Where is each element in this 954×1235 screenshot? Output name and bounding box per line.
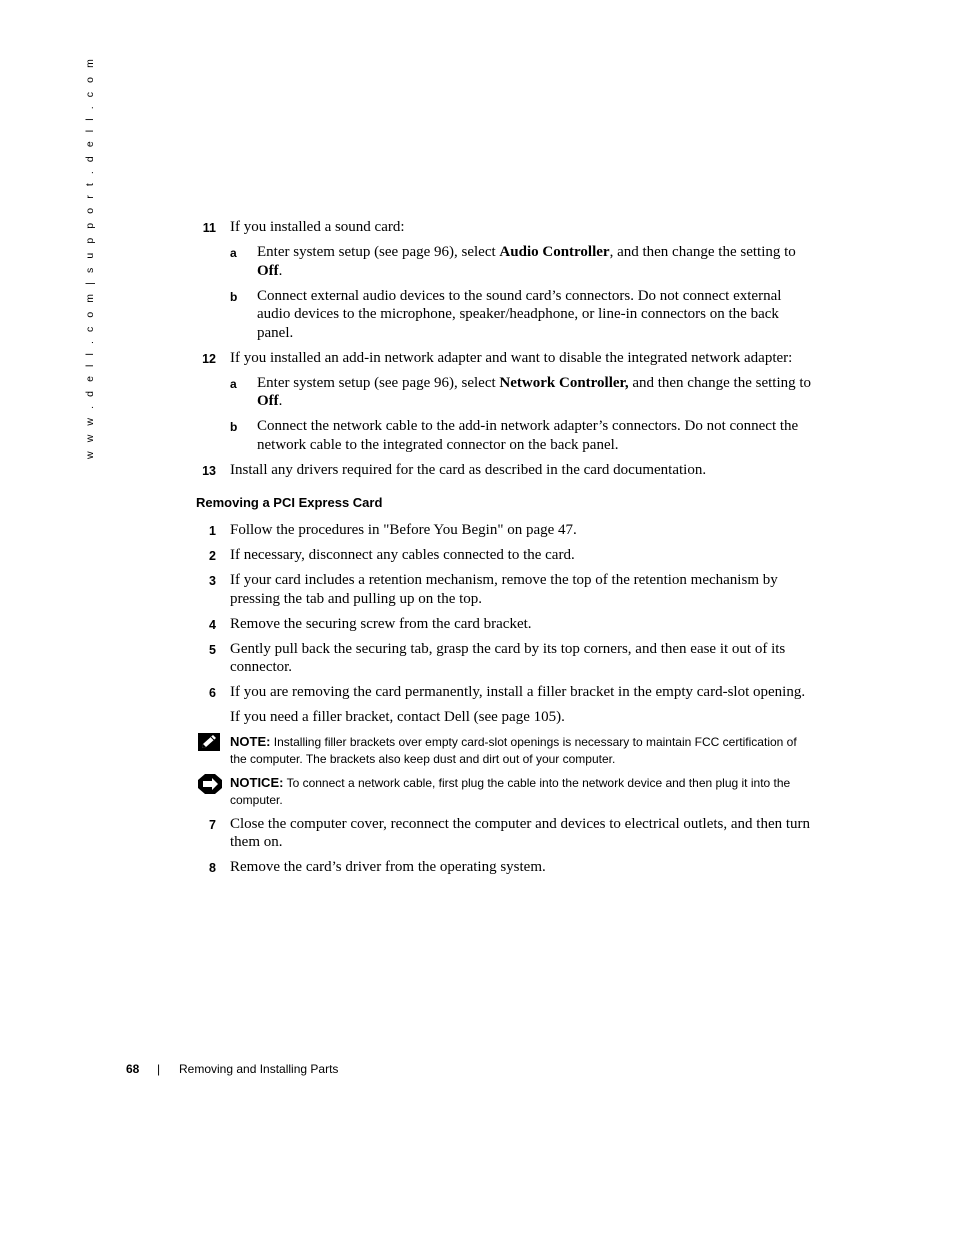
step-text: If necessary, disconnect any cables connected to the card. — [230, 547, 575, 564]
substep-text: and then change the setting to — [628, 374, 812, 391]
step-number: 12 — [202, 351, 216, 366]
substep-text: , and then change the setting to — [609, 243, 796, 260]
page-content — [196, 218, 816, 883]
notice-label: NOTICE: — [230, 774, 284, 790]
substep-text: . — [278, 262, 283, 279]
chapter-title: Removing and Installing Parts — [179, 1062, 339, 1076]
substep-text: Connect external audio devices to the sound card’s connectors. Do not connect external audio devices to the microphone, speaker/headphone, or line-in connectors on the back panel. — [257, 287, 782, 341]
step-5 — [196, 640, 816, 677]
step-6 — [196, 683, 816, 702]
note-text: Installing filler brackets over empty card-slot openings is necessary to maintain FCC certification of the computer. The brackets also keep dust and dirt out of your computer. — [230, 734, 797, 766]
step-8 — [196, 858, 816, 877]
step-1 — [196, 521, 816, 540]
step-text: Gently pull back the securing tab, grasp the card by its top corners, and then ease it out of its connector. — [230, 640, 786, 676]
notice-box — [196, 774, 816, 809]
step-11 — [196, 218, 816, 237]
sidebar-url-text: w w w . d e l l . c o m | s u p p o r t . d e l l . c o m — [84, 56, 96, 459]
step-2 — [196, 546, 816, 565]
substep-text: . — [278, 393, 283, 410]
substep-12b — [196, 417, 816, 454]
setting-value: Off — [257, 393, 279, 410]
step-4 — [196, 615, 816, 634]
notice-text: To connect a network cable, first plug the cable into the network device and then plug it into the computer. — [230, 775, 791, 807]
step-number: 2 — [209, 549, 216, 564]
step-number: 7 — [209, 817, 216, 832]
step-number: 4 — [209, 617, 216, 632]
substep-11a — [196, 243, 816, 280]
setting-value: Off — [257, 262, 279, 279]
step-text: If your card includes a retention mechanism, remove the top of the retention mechanism by pressing the tab and pulling up on the top. — [230, 572, 778, 607]
step-12 — [196, 349, 816, 368]
section-heading: Removing a PCI Express Card — [196, 495, 383, 511]
step-13 — [196, 461, 816, 480]
step-7 — [196, 815, 816, 852]
pencil-note-icon — [198, 733, 220, 756]
note-box — [196, 733, 816, 768]
notice-stop-icon — [198, 774, 222, 799]
substep-letter: a — [230, 245, 237, 260]
substep-text: Enter system setup (see page 96), select — [257, 243, 500, 260]
step-number: 5 — [209, 642, 216, 657]
footer-separator: | — [157, 1062, 161, 1076]
step-text: If you installed an add-in network adapter and want to disable the integrated network adapter: — [230, 349, 793, 366]
substep-text: Enter system setup (see page 96), select — [257, 374, 500, 391]
step-text: If you installed a sound card: — [230, 219, 405, 235]
step-text: Close the computer cover, reconnect the computer and devices to electrical outlets, and then turn them on. — [230, 815, 811, 851]
step-text: Remove the card’s driver from the operating system. — [230, 859, 546, 876]
step-text: Install any drivers required for the card as described in the card documentation. — [230, 461, 707, 478]
substep-letter: b — [230, 289, 238, 304]
menu-option-name: Audio Controller — [499, 243, 610, 260]
step-number: 3 — [209, 574, 216, 589]
note-label: NOTE: — [230, 733, 271, 749]
page-number: 68 — [126, 1062, 140, 1076]
substep-letter: b — [230, 420, 238, 435]
step-number: 8 — [209, 861, 216, 876]
step-text: If you are removing the card permanently, install a filler bracket in the empty card-slot opening. — [230, 684, 806, 701]
step-text: Remove the securing screw from the card bracket. — [230, 615, 532, 632]
step-number: 13 — [202, 463, 216, 478]
step-3 — [196, 571, 816, 608]
substep-12a — [196, 374, 816, 411]
menu-option-name: Network Controller, — [499, 374, 629, 391]
substep-text: Connect the network cable to the add-in network adapter’s connectors. Do not connect the network cable to the integrated connector on the back panel. — [257, 418, 799, 453]
step-text: Follow the procedures in "Before You Begin" on page 47. — [230, 522, 577, 539]
step-number: 11 — [202, 221, 216, 235]
step-number: 6 — [209, 686, 216, 701]
filler-bracket-paragraph: If you need a filler bracket, contact Dell (see page 105). — [230, 709, 565, 726]
substep-letter: a — [230, 376, 237, 391]
substep-11b — [196, 287, 816, 343]
sidebar-url — [84, 56, 98, 459]
step-number: 1 — [209, 524, 216, 539]
